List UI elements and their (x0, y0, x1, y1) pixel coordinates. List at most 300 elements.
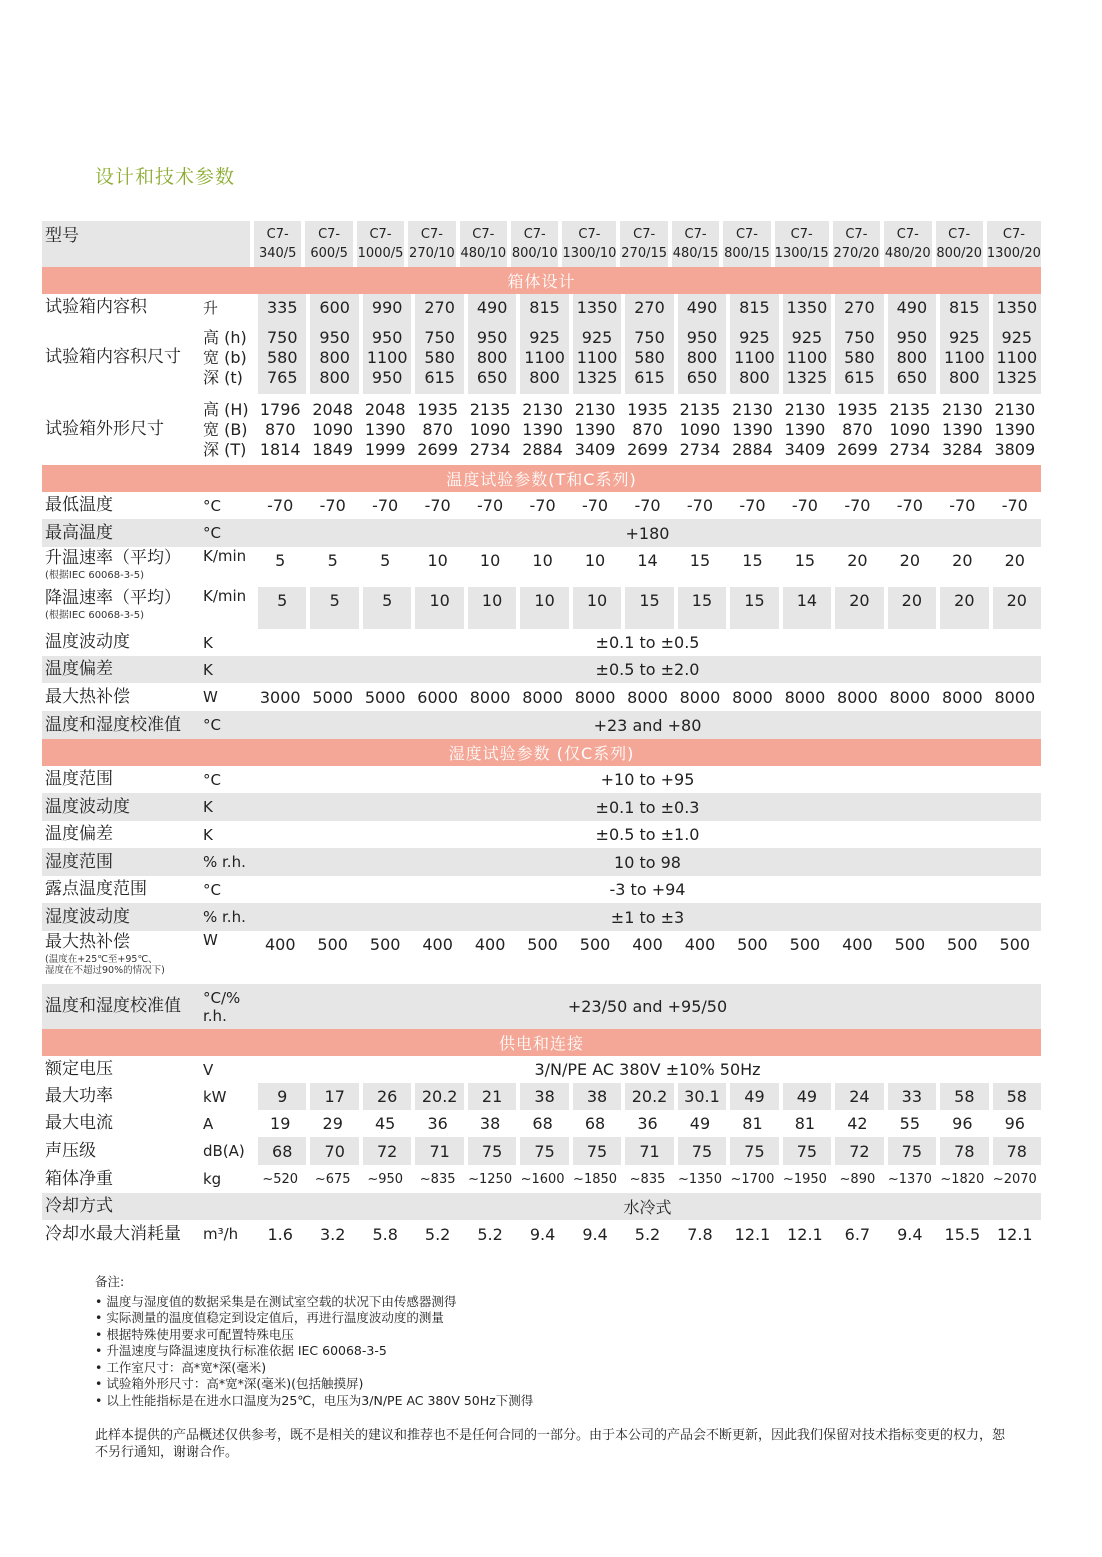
model-header-label: 型号 (42, 221, 254, 267)
value-line: 1390 (574, 419, 616, 439)
value-cell: 5.2 (424, 1224, 451, 1244)
row-values (254, 1110, 1041, 1137)
value-cell (831, 394, 883, 465)
row-unit (200, 1137, 254, 1165)
row-label-text: 最低温度 (45, 495, 113, 515)
row-label-text: 最大热补偿 (45, 932, 130, 952)
value-cell: 8000 (889, 687, 931, 707)
value-cell: 8000 (994, 687, 1036, 707)
value-cell: 270 (625, 294, 673, 321)
row-label (42, 984, 200, 1029)
row-unit-text: kg (203, 1170, 222, 1188)
value-cell: -70 (581, 496, 609, 515)
value-cell: 8000 (522, 687, 563, 707)
model-header-cell (254, 221, 301, 267)
value-cell (464, 394, 516, 465)
row-values (254, 519, 1041, 547)
note-text: 试验箱外形尺寸：高*宽*深(毫米)(包括触摸屏) (106, 1376, 364, 1391)
bullet-icon: • (95, 1326, 107, 1342)
value-cell: 20 (993, 587, 1041, 629)
row-values (254, 1137, 1041, 1165)
value-cell: 38 (573, 1083, 621, 1110)
value-line: 2135 (469, 399, 511, 419)
value-line: 2048 (364, 399, 406, 419)
value-cell: 9.4 (897, 1224, 923, 1244)
value-cell: 1350 (993, 294, 1041, 321)
row-label-text: 试验箱内容积 (45, 297, 147, 317)
value-cell: 75 (888, 1137, 936, 1165)
row-unit (200, 711, 254, 739)
value-line: 1325 (996, 367, 1038, 387)
row-unit (200, 1110, 254, 1137)
model-name-line1: C7- (472, 227, 495, 242)
value-cell: 500 (579, 935, 611, 954)
value-cell: 71 (625, 1137, 673, 1165)
model-header-cell (775, 221, 829, 267)
value-cell: 20 (888, 587, 936, 629)
value-cell: 5000 (312, 687, 354, 707)
row-values (254, 547, 1041, 587)
row-unit-text: °C (203, 770, 221, 789)
value-cell: ~835 (419, 1171, 456, 1187)
model-name-line2: 480/10 (460, 246, 507, 261)
section-temp: 温度试验参数(T和C系列) (42, 465, 1041, 492)
row-h-max-heat (42, 931, 1041, 984)
value-line: 615 (844, 367, 875, 387)
model-name-line2: 800/20 (936, 246, 983, 261)
value-cell: 96 (1004, 1114, 1025, 1133)
value-cell: ~950 (367, 1171, 404, 1187)
value-line: 1935 (417, 399, 458, 419)
row-label-text: 温度和湿度校准值 (45, 996, 181, 1016)
row-unit-text: °C (203, 716, 221, 734)
value-line: 1390 (941, 419, 983, 439)
value-line: 1100 (734, 347, 775, 367)
value-cell: 500 (894, 935, 926, 954)
value-cell: 8000 (469, 687, 511, 707)
value-cell (726, 394, 778, 465)
value-cell: 49 (730, 1083, 778, 1110)
value-cell: ~1250 (468, 1171, 513, 1187)
row-min-temp (42, 492, 1041, 519)
value-cell: 5 (310, 587, 358, 629)
value-cell: 72 (363, 1137, 411, 1165)
row-label-text: 最高温度 (45, 522, 113, 543)
row-label (42, 711, 200, 739)
value-cell: ~835 (629, 1171, 666, 1187)
note-text: 工作室尺寸：高*宽*深(毫米) (106, 1359, 267, 1375)
row-cool-rate (42, 587, 1041, 629)
row-label (42, 321, 200, 394)
value-line: 925 (791, 327, 823, 347)
value-line: 800 (686, 347, 718, 367)
row-unit (200, 294, 254, 321)
row-values (254, 683, 1041, 711)
row-label-text: 最大功率 (45, 1086, 113, 1106)
row-outer (42, 394, 1041, 465)
value-cell: 8000 (837, 687, 878, 707)
model-name-line2: 1300/10 (562, 246, 617, 261)
value-cell: 75 (678, 1137, 726, 1165)
value-cell (621, 394, 673, 465)
row-unit-text: A (203, 1114, 214, 1133)
row-unit-line: 深 (t) (203, 367, 243, 387)
value-line: 925 (581, 327, 613, 347)
value-line: 2130 (574, 399, 616, 419)
section-cabinet: 箱体设计 (42, 267, 1041, 294)
value-line: 1390 (732, 419, 773, 439)
value-line: 800 (319, 367, 350, 387)
value-line: 950 (896, 327, 928, 347)
value-line: 2130 (732, 399, 773, 419)
value-line: 2884 (732, 439, 773, 459)
row-label (42, 1193, 200, 1220)
value-cell: 8000 (732, 687, 773, 707)
row-label (42, 492, 200, 519)
row-values (254, 903, 1041, 931)
value-cell (625, 321, 673, 394)
value-cell (520, 321, 568, 394)
row-values (254, 848, 1041, 876)
value-cell: 5.8 (372, 1224, 398, 1244)
value-line: 1100 (943, 347, 985, 367)
value-line: 925 (529, 327, 560, 347)
note-text: 以上性能指标是在进水口温度为25℃，电压为3/N/PE AC 380V 50Hz下测得 (106, 1392, 534, 1408)
value-cell: 19 (270, 1114, 291, 1133)
value-cell (783, 321, 831, 394)
value-line: 3409 (784, 439, 826, 459)
row-h-temp-dev (42, 821, 1041, 848)
value-cell: 14 (637, 551, 658, 570)
row-unit (200, 656, 254, 683)
value-cell: 490 (678, 294, 726, 321)
model-name-line1: C7- (578, 227, 601, 242)
row-voltage (42, 1056, 1041, 1083)
row-water (42, 1220, 1041, 1248)
value-cell: ~1350 (677, 1171, 722, 1187)
bullet-icon: • (95, 1343, 107, 1358)
value-line: 2699 (837, 439, 878, 459)
row-max-heat (42, 683, 1041, 711)
model-name-line1: C7- (420, 227, 443, 242)
merged-value: 水冷式 (623, 1198, 672, 1217)
value-cell (573, 321, 621, 394)
value-cell: 500 (737, 935, 768, 954)
bullet-icon: • (95, 1293, 107, 1309)
row-unit-line: 深 (T) (203, 439, 247, 459)
row-label (42, 629, 200, 656)
model-header-cell (511, 221, 558, 267)
row-label (42, 903, 200, 931)
row-label (42, 1220, 200, 1248)
model-name-line2: 480/20 (884, 246, 931, 261)
value-cell (411, 394, 463, 465)
value-cell: 58 (993, 1083, 1041, 1110)
model-header-cell (833, 221, 880, 267)
value-line: 1090 (679, 419, 721, 439)
value-cell: 15.5 (944, 1224, 981, 1244)
row-label-note: 湿度在不超过90%的情况下) (45, 965, 165, 976)
value-line: 650 (686, 367, 718, 387)
value-cell: 15 (794, 551, 816, 570)
notes-heading: 备注: (95, 1274, 125, 1289)
value-line: 615 (424, 367, 455, 387)
model-name-line1: C7- (948, 227, 971, 242)
value-cell: 12.1 (734, 1224, 771, 1244)
value-line: 950 (371, 367, 403, 387)
value-cell: 20 (835, 587, 883, 629)
value-cell: 38 (520, 1083, 568, 1110)
row-label-text: 升温速率（平均） (45, 548, 181, 568)
value-cell: 21 (468, 1083, 516, 1110)
value-cell: 75 (468, 1137, 516, 1165)
bullet-icon: • (95, 1376, 107, 1391)
row-values (254, 321, 1041, 394)
value-line: 950 (686, 327, 718, 347)
row-h-temp-fluct (42, 793, 1041, 821)
value-line: 925 (739, 327, 770, 347)
value-cell (310, 321, 358, 394)
value-cell: 5 (275, 551, 286, 570)
value-line: 2734 (889, 439, 931, 459)
row-label (42, 821, 200, 848)
value-cell: 500 (369, 935, 401, 954)
row-max-temp (42, 519, 1041, 547)
value-cell: 42 (847, 1114, 868, 1133)
model-name-line1: C7- (845, 227, 868, 242)
value-cell: ~1600 (520, 1171, 565, 1187)
row-unit-text: K/min (203, 587, 247, 605)
row-label (42, 587, 200, 629)
row-unit-text: °C (203, 880, 221, 899)
model-name-line1: C7- (369, 227, 392, 242)
note-item (95, 1310, 533, 1327)
value-line: 1849 (312, 439, 354, 459)
value-line: 1390 (522, 419, 563, 439)
value-cell: 10 (584, 551, 606, 570)
value-cell: 20.2 (415, 1083, 463, 1110)
page-title: 设计和技术参数 (95, 166, 236, 188)
value-line: 650 (476, 367, 508, 387)
row-values (254, 492, 1041, 519)
row-unit (200, 587, 254, 629)
value-cell: 1350 (573, 294, 621, 321)
value-cell: -70 (1001, 496, 1028, 515)
model-name-line2: 1300/15 (774, 246, 829, 261)
note-item (95, 1376, 533, 1393)
value-line: 870 (264, 419, 296, 439)
value-cell: 33 (888, 1083, 936, 1110)
merged-value: 3/N/PE AC 380V ±10% 50Hz (534, 1060, 761, 1079)
merged-value: ±1 to ±3 (610, 907, 685, 927)
value-cell (258, 321, 306, 394)
value-cell: 8000 (941, 687, 983, 707)
value-line: 765 (266, 367, 298, 387)
row-label (42, 766, 200, 793)
row-unit (200, 629, 254, 656)
row-inner (42, 321, 1041, 394)
value-cell (936, 394, 988, 465)
value-cell: 270 (835, 294, 883, 321)
row-label-text: 温度波动度 (45, 632, 130, 652)
value-cell: 5 (327, 551, 338, 570)
row-unit (200, 492, 254, 519)
bullet-icon: • (95, 1310, 107, 1325)
value-cell: 58 (940, 1083, 988, 1110)
value-line: 2699 (627, 439, 668, 459)
value-line: 800 (529, 367, 560, 387)
row-label-text: 温度波动度 (45, 796, 130, 817)
value-cell: 490 (468, 294, 516, 321)
value-cell: 10 (415, 587, 463, 629)
row-label (42, 1137, 200, 1165)
value-cell: -70 (529, 496, 556, 515)
row-values (254, 876, 1041, 903)
value-cell: 10 (479, 551, 501, 570)
row-values (254, 931, 1041, 984)
model-header-cell (357, 221, 404, 267)
value-cell: 990 (363, 294, 411, 321)
row-unit-text: kW (203, 1087, 227, 1106)
value-line: 1100 (366, 347, 408, 367)
value-cell: 400 (632, 935, 663, 954)
value-cell: 8000 (574, 687, 616, 707)
row-values (254, 587, 1041, 629)
value-cell (779, 394, 831, 465)
value-cell: 68 (532, 1114, 553, 1133)
row-unit (200, 793, 254, 821)
row-unit (200, 984, 254, 1029)
row-values (254, 766, 1041, 793)
row-unit (200, 683, 254, 711)
value-cell (363, 321, 411, 394)
row-unit (200, 1220, 254, 1248)
row-label-text: 温度偏差 (45, 659, 113, 679)
value-line: 750 (266, 327, 298, 347)
model-header-cell (987, 221, 1041, 267)
note-item (95, 1294, 533, 1311)
model-header-cell (562, 221, 616, 267)
value-cell: 49 (783, 1083, 831, 1110)
row-unit-text: m³/h (203, 1225, 239, 1243)
value-cell: 5 (363, 587, 411, 629)
value-cell: ~1820 (940, 1171, 985, 1187)
value-cell: ~675 (314, 1171, 351, 1187)
value-cell: ~1700 (730, 1171, 775, 1187)
row-weight (42, 1165, 1041, 1193)
row-label-text: 冷却方式 (45, 1196, 113, 1216)
value-cell: 78 (993, 1137, 1041, 1165)
row-unit (200, 1056, 254, 1083)
value-cell: 30.1 (678, 1083, 726, 1110)
value-line: 1325 (576, 367, 618, 387)
value-cell: 500 (789, 935, 821, 954)
row-unit-text: °C (203, 524, 221, 542)
row-h-range (42, 848, 1041, 876)
value-line: 580 (634, 347, 665, 367)
row-cooling (42, 1193, 1041, 1220)
value-cell: 9 (258, 1083, 306, 1110)
row-values (254, 1165, 1041, 1193)
row-unit-line: r.h. (203, 1006, 227, 1025)
row-h-temp-range (42, 766, 1041, 793)
value-cell: 6.7 (844, 1224, 871, 1244)
row-unit (200, 821, 254, 848)
row-unit-text: dB(A) (203, 1142, 245, 1160)
value-line: 870 (632, 419, 663, 439)
value-cell: 1350 (783, 294, 831, 321)
row-values (254, 1193, 1041, 1220)
model-name-line2: 1300/20 (986, 246, 1041, 261)
row-unit-text: K (203, 825, 213, 844)
row-unit (200, 394, 254, 465)
note-item (95, 1360, 533, 1377)
value-line: 950 (371, 327, 403, 347)
section-power: 供电和连接 (42, 1029, 1041, 1056)
row-values (254, 1056, 1041, 1083)
value-cell: 3.2 (319, 1224, 346, 1244)
row-values (254, 793, 1041, 821)
value-line: 1935 (837, 399, 878, 419)
value-cell: 600 (310, 294, 358, 321)
value-line: 3409 (574, 439, 616, 459)
value-cell: 500 (527, 935, 558, 954)
row-label-text: 最大热补偿 (45, 686, 130, 707)
merged-value: 10 to 98 (614, 852, 681, 872)
value-cell: -70 (424, 496, 451, 515)
model-header-cell (305, 221, 352, 267)
value-cell: 335 (258, 294, 306, 321)
value-cell: 72 (835, 1137, 883, 1165)
value-cell: 815 (520, 294, 568, 321)
value-cell (415, 321, 463, 394)
model-name-line1: C7- (1002, 227, 1025, 242)
bullet-icon: • (95, 1392, 107, 1408)
model-name-line1: C7- (266, 227, 289, 242)
merged-value: -3 to +94 (609, 880, 686, 899)
value-cell: 3000 (259, 687, 301, 707)
value-cell: 15 (730, 587, 778, 629)
value-cell: -70 (791, 496, 818, 515)
value-cell: 75 (783, 1137, 831, 1165)
value-cell: 8000 (627, 687, 668, 707)
row-values (254, 394, 1041, 465)
value-cell: 68 (258, 1137, 306, 1165)
value-cell: 10 (468, 587, 516, 629)
value-cell: 20 (899, 551, 921, 570)
value-cell: 5000 (364, 687, 406, 707)
row-label-note: (根据IEC 60068-3-5) (45, 610, 144, 621)
row-dew-range (42, 876, 1041, 903)
value-cell: 270 (415, 294, 463, 321)
merged-value: +10 to +95 (600, 770, 695, 789)
value-cell: 15 (678, 587, 726, 629)
value-line: 1090 (312, 419, 354, 439)
value-cell: 75 (730, 1137, 778, 1165)
value-line: 2734 (469, 439, 511, 459)
value-line: 650 (896, 367, 928, 387)
value-cell: 400 (422, 935, 453, 954)
value-cell: 15 (625, 587, 673, 629)
row-unit (200, 848, 254, 876)
value-line: 800 (476, 347, 508, 367)
row-unit (200, 519, 254, 547)
value-line: 615 (634, 367, 665, 387)
row-unit (200, 766, 254, 793)
row-unit-line: 高 (H) (203, 399, 249, 419)
value-cell: 55 (899, 1114, 921, 1133)
note-item (95, 1393, 533, 1410)
